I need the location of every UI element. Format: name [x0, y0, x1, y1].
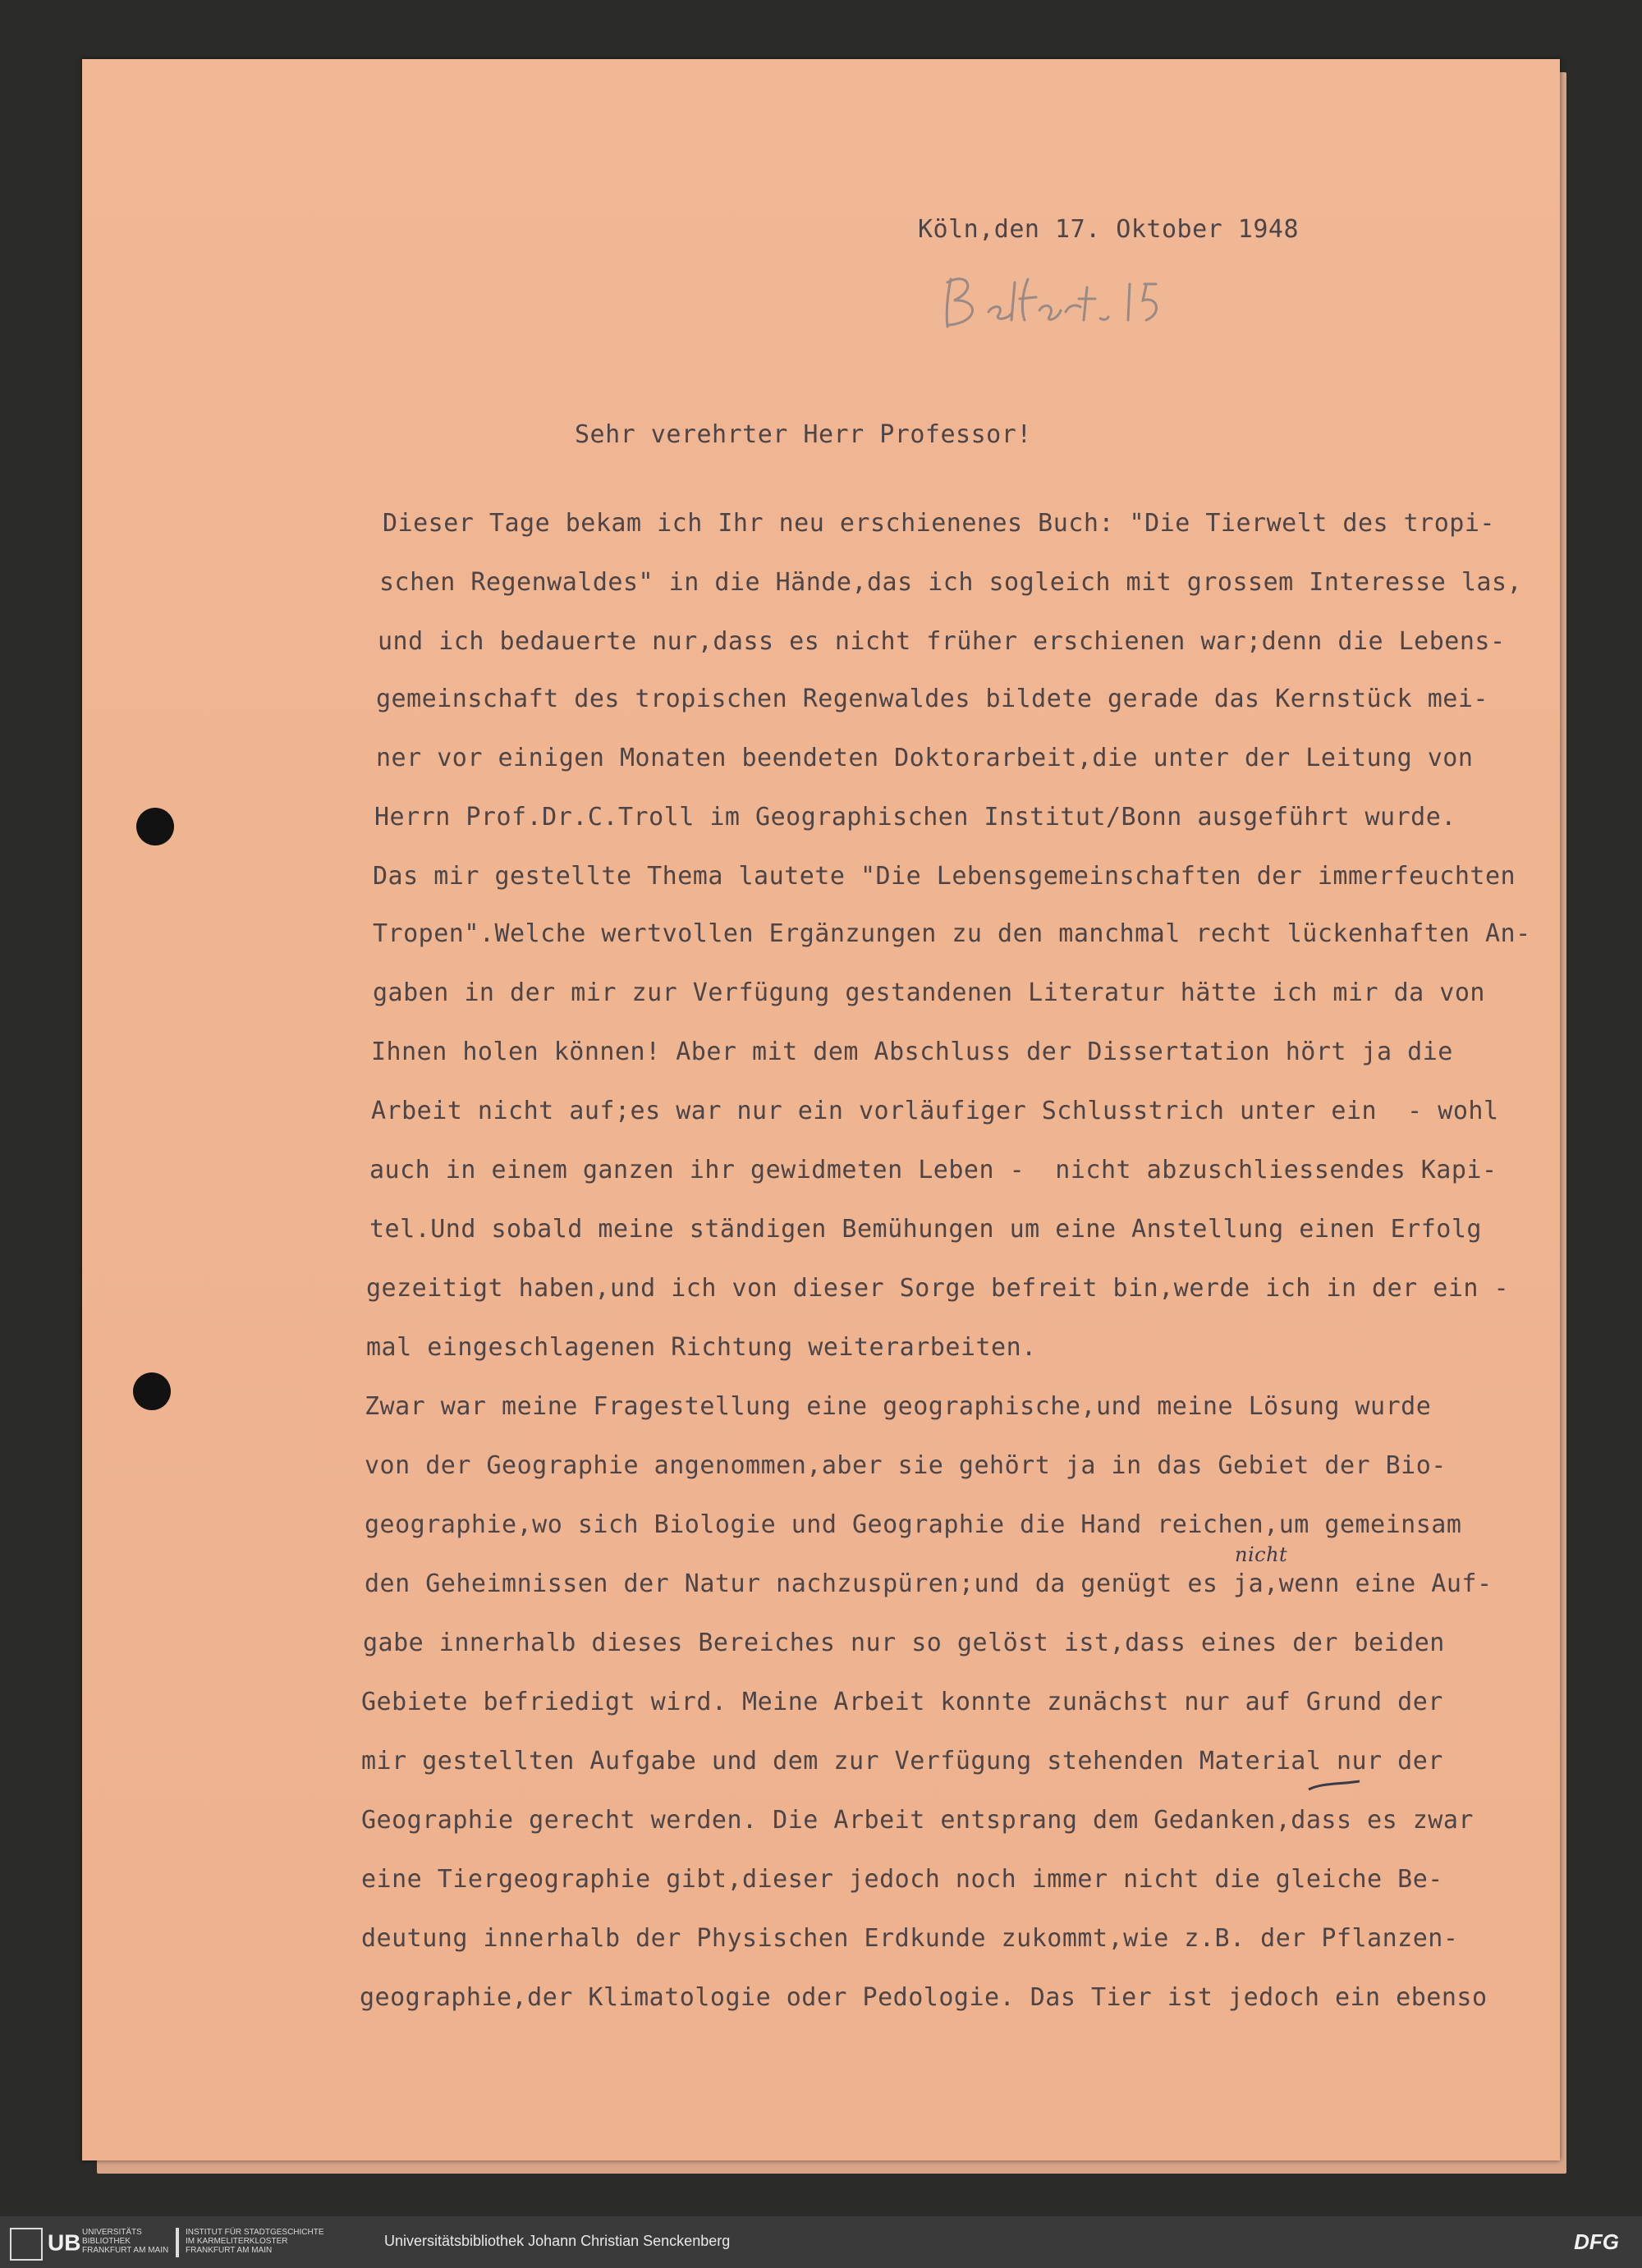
- text-line: Das mir gestellte Thema lautete "Die Lebensgemeinschaften der immerfeuchten: [373, 862, 1516, 891]
- letter-sheet: [82, 59, 1560, 2160]
- text-line: Ihnen holen können! Aber mit dem Abschluss der Dissertation hört ja die: [371, 1038, 1453, 1066]
- ub-logo-mark: [10, 2228, 43, 2261]
- footer-bar: [0, 2216, 1642, 2268]
- text-line: geographie,wo sich Biologie und Geographie die Hand reichen,um gemeinsam: [365, 1510, 1462, 1539]
- institut-logo-bar: [176, 2228, 179, 2257]
- text-line: Dieser Tage bekam ich Ihr neu erschienenes Buch: "Die Tierwelt des tropi-: [383, 509, 1495, 538]
- text-line: von der Geographie angenommen,aber sie gehört ja in das Gebiet der Bio-: [365, 1451, 1447, 1480]
- text-line: gabe innerhalb dieses Bereiches nur so gelöst ist,dass eines der beiden: [363, 1629, 1445, 1657]
- handwritten-address: [936, 263, 1182, 337]
- ub-logo: [10, 2228, 80, 2261]
- letter-date: Köln,den 17. Oktober 1948: [918, 215, 1300, 244]
- text-line: gemeinschaft des tropischen Regenwaldes bildete gerade das Kernstück mei-: [376, 685, 1488, 713]
- text-line: Herrn Prof.Dr.C.Troll im Geographischen Institut/Bonn ausgeführt wurde.: [374, 803, 1456, 832]
- strikethrough-mark: [1305, 1775, 1363, 1799]
- text-line: gaben in der mir zur Verfügung gestandenen Literatur hätte ich mir da von: [373, 978, 1485, 1007]
- text-line: Gebiete befriedigt wird. Meine Arbeit konnte zunächst nur auf Grund der: [361, 1688, 1443, 1716]
- text-line: Geographie gerecht werden. Die Arbeit entsprang dem Gedanken,dass es zwar: [361, 1806, 1474, 1835]
- handwritten-insert: nicht: [1235, 1543, 1288, 1566]
- text-line: gezeitigt haben,und ich von dieser Sorge befreit bin,werde ich in der ein -: [366, 1274, 1510, 1303]
- institut-logo-text: INSTITUT FÜR STADTGESCHICHTE IM KARMELITERKLOSTER FRANKFURT AM MAIN: [186, 2228, 324, 2255]
- text-line: eine Tiergeographie gibt,dieser jedoch noch immer nicht die gleiche Be-: [361, 1865, 1443, 1894]
- footer-caption: Universitätsbibliothek Johann Christian Senckenberg: [384, 2233, 731, 2249]
- text-line: den Geheimnissen der Natur nachzuspüren;und da genügt es ja,wenn eine Auf-: [365, 1569, 1493, 1598]
- text-line: Arbeit nicht auf;es war nur ein vorläufiger Schlusstrich unter ein - wohl: [371, 1097, 1499, 1125]
- dfg-logo: DFG: [1574, 2229, 1619, 2254]
- ub-logo-text: UB: [48, 2229, 81, 2256]
- letter-body: [82, 59, 1560, 2160]
- text-line: mal eingeschlagenen Richtung weiterarbeiten.: [366, 1333, 1037, 1362]
- text-line: Tropen".Welche wertvollen Ergänzungen zu den manchmal recht lückenhaften An-: [373, 919, 1531, 948]
- salutation: Sehr verehrter Herr Professor!: [575, 420, 1032, 449]
- text-line: geographie,der Klimatologie oder Pedologie. Das Tier ist jedoch ein ebenso: [360, 1983, 1488, 2012]
- text-line: tel.Und sobald meine ständigen Bemühungen um eine Anstellung einen Erfolg: [369, 1215, 1482, 1244]
- text-line: und ich bedauerte nur,dass es nicht früher erschienen war;denn die Lebens-: [378, 627, 1506, 656]
- text-line: Zwar war meine Fragestellung eine geographische,und meine Lösung wurde: [365, 1392, 1432, 1421]
- text-line: mir gestellten Aufgabe und dem zur Verfügung stehenden Material nur der: [361, 1747, 1443, 1775]
- text-line: ner vor einigen Monaten beendeten Doktorarbeit,die unter der Leitung von: [376, 744, 1474, 772]
- text-line: deutung innerhalb der Physischen Erdkunde zukommt,wie z.B. der Pflanzen-: [361, 1924, 1459, 1953]
- ub-logo-sub: UNIVERSITÄTS BIBLIOTHEK FRANKFURT AM MAIN: [82, 2228, 169, 2255]
- text-line: schen Regenwaldes" in die Hände,das ich sogleich mit grossem Interesse las,: [379, 568, 1523, 597]
- text-line: auch in einem ganzen ihr gewidmeten Leben - nicht abzuschliessendes Kapi-: [369, 1156, 1498, 1184]
